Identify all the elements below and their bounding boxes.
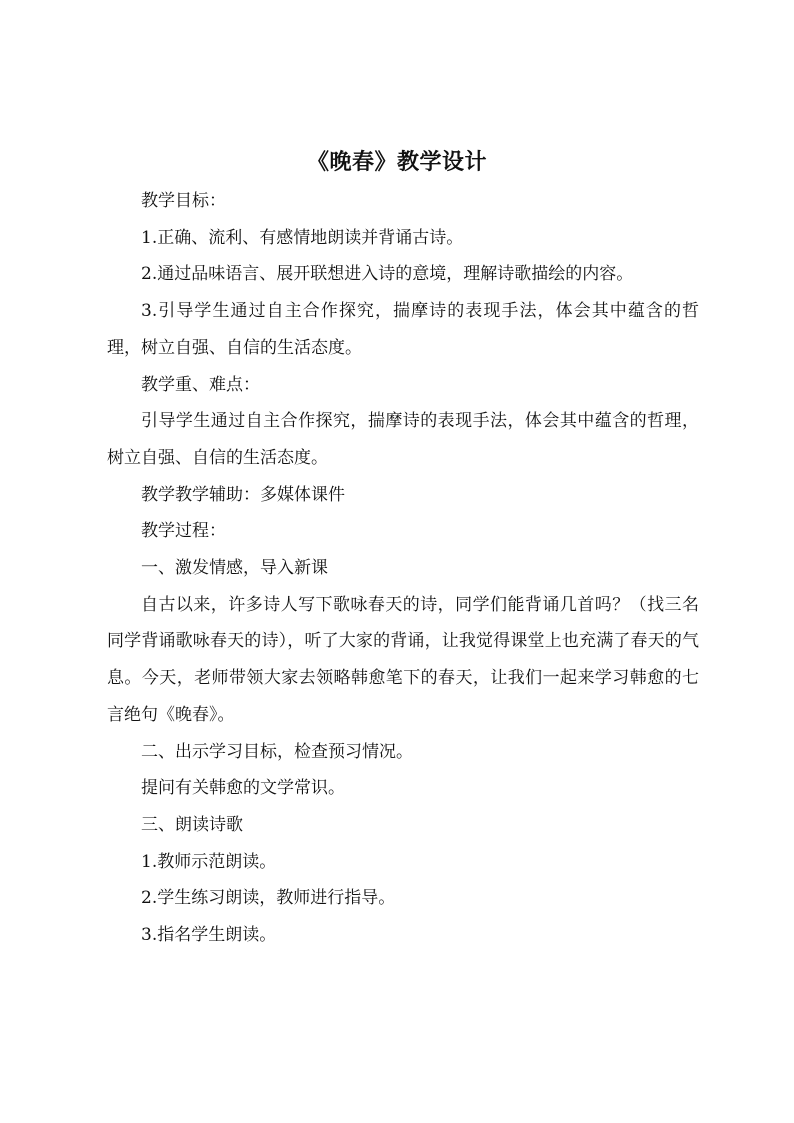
- paragraph-step-3: 3.指名学生朗读。: [141, 925, 277, 946]
- paragraph-step-2: 2.学生练习朗读，教师进行指导。: [141, 888, 396, 909]
- paragraph-objective-3: 3.引导学生通过自主合作探究，揣摩诗的表现手法，体会其中蕴含的哲理，树立自强、自信的生活态度。: [107, 301, 699, 358]
- paragraph-step-1: 1.教师示范朗读。: [141, 851, 277, 872]
- paragraph-objective-2: 2.通过品味语言、展开联想进入诗的意境，理解诗歌描绘的内容。: [141, 264, 634, 285]
- paragraph-key-points-heading: 教学重、难点：: [141, 374, 260, 395]
- paragraph-section-2-heading: 二、出示学习目标，检查预习情况。: [141, 741, 413, 762]
- paragraph-key-points: 引导学生通过自主合作探究，揣摩诗的表现手法，体会其中蕴含的哲理，树立自强、自信的生活态度。: [107, 411, 699, 468]
- paragraph-objective-1: 1.正确、流利、有感情地朗读并背诵古诗。: [141, 227, 464, 248]
- paragraph-section-3-heading: 三、朗读诗歌: [141, 814, 243, 835]
- paragraph-section-1-heading: 一、激发情感，导入新课: [141, 558, 328, 579]
- paragraph-section-2-body: 提问有关韩愈的文学常识。: [141, 778, 345, 799]
- paragraph-process-heading: 教学过程：: [141, 521, 226, 542]
- paragraph-section-1-body: 自古以来，许多诗人写下歌咏春天的诗，同学们能背诵几首吗？（找三名同学背诵歌咏春天的诗），听了大家的背诵，让我觉得课堂上也充满了春天的气息。今天，老师带领大家去领略韩愈笔下的春天，让我们一起来学习韩愈的七言绝句《晚春》。: [107, 594, 699, 725]
- paragraph-objectives-heading: 教学目标：: [141, 191, 226, 211]
- document-title: 《晚春》教学设计: [306, 149, 487, 175]
- document-body: [107, 183, 699, 954]
- paragraph-teaching-aids: 教学教学辅助：多媒体课件: [141, 484, 345, 505]
